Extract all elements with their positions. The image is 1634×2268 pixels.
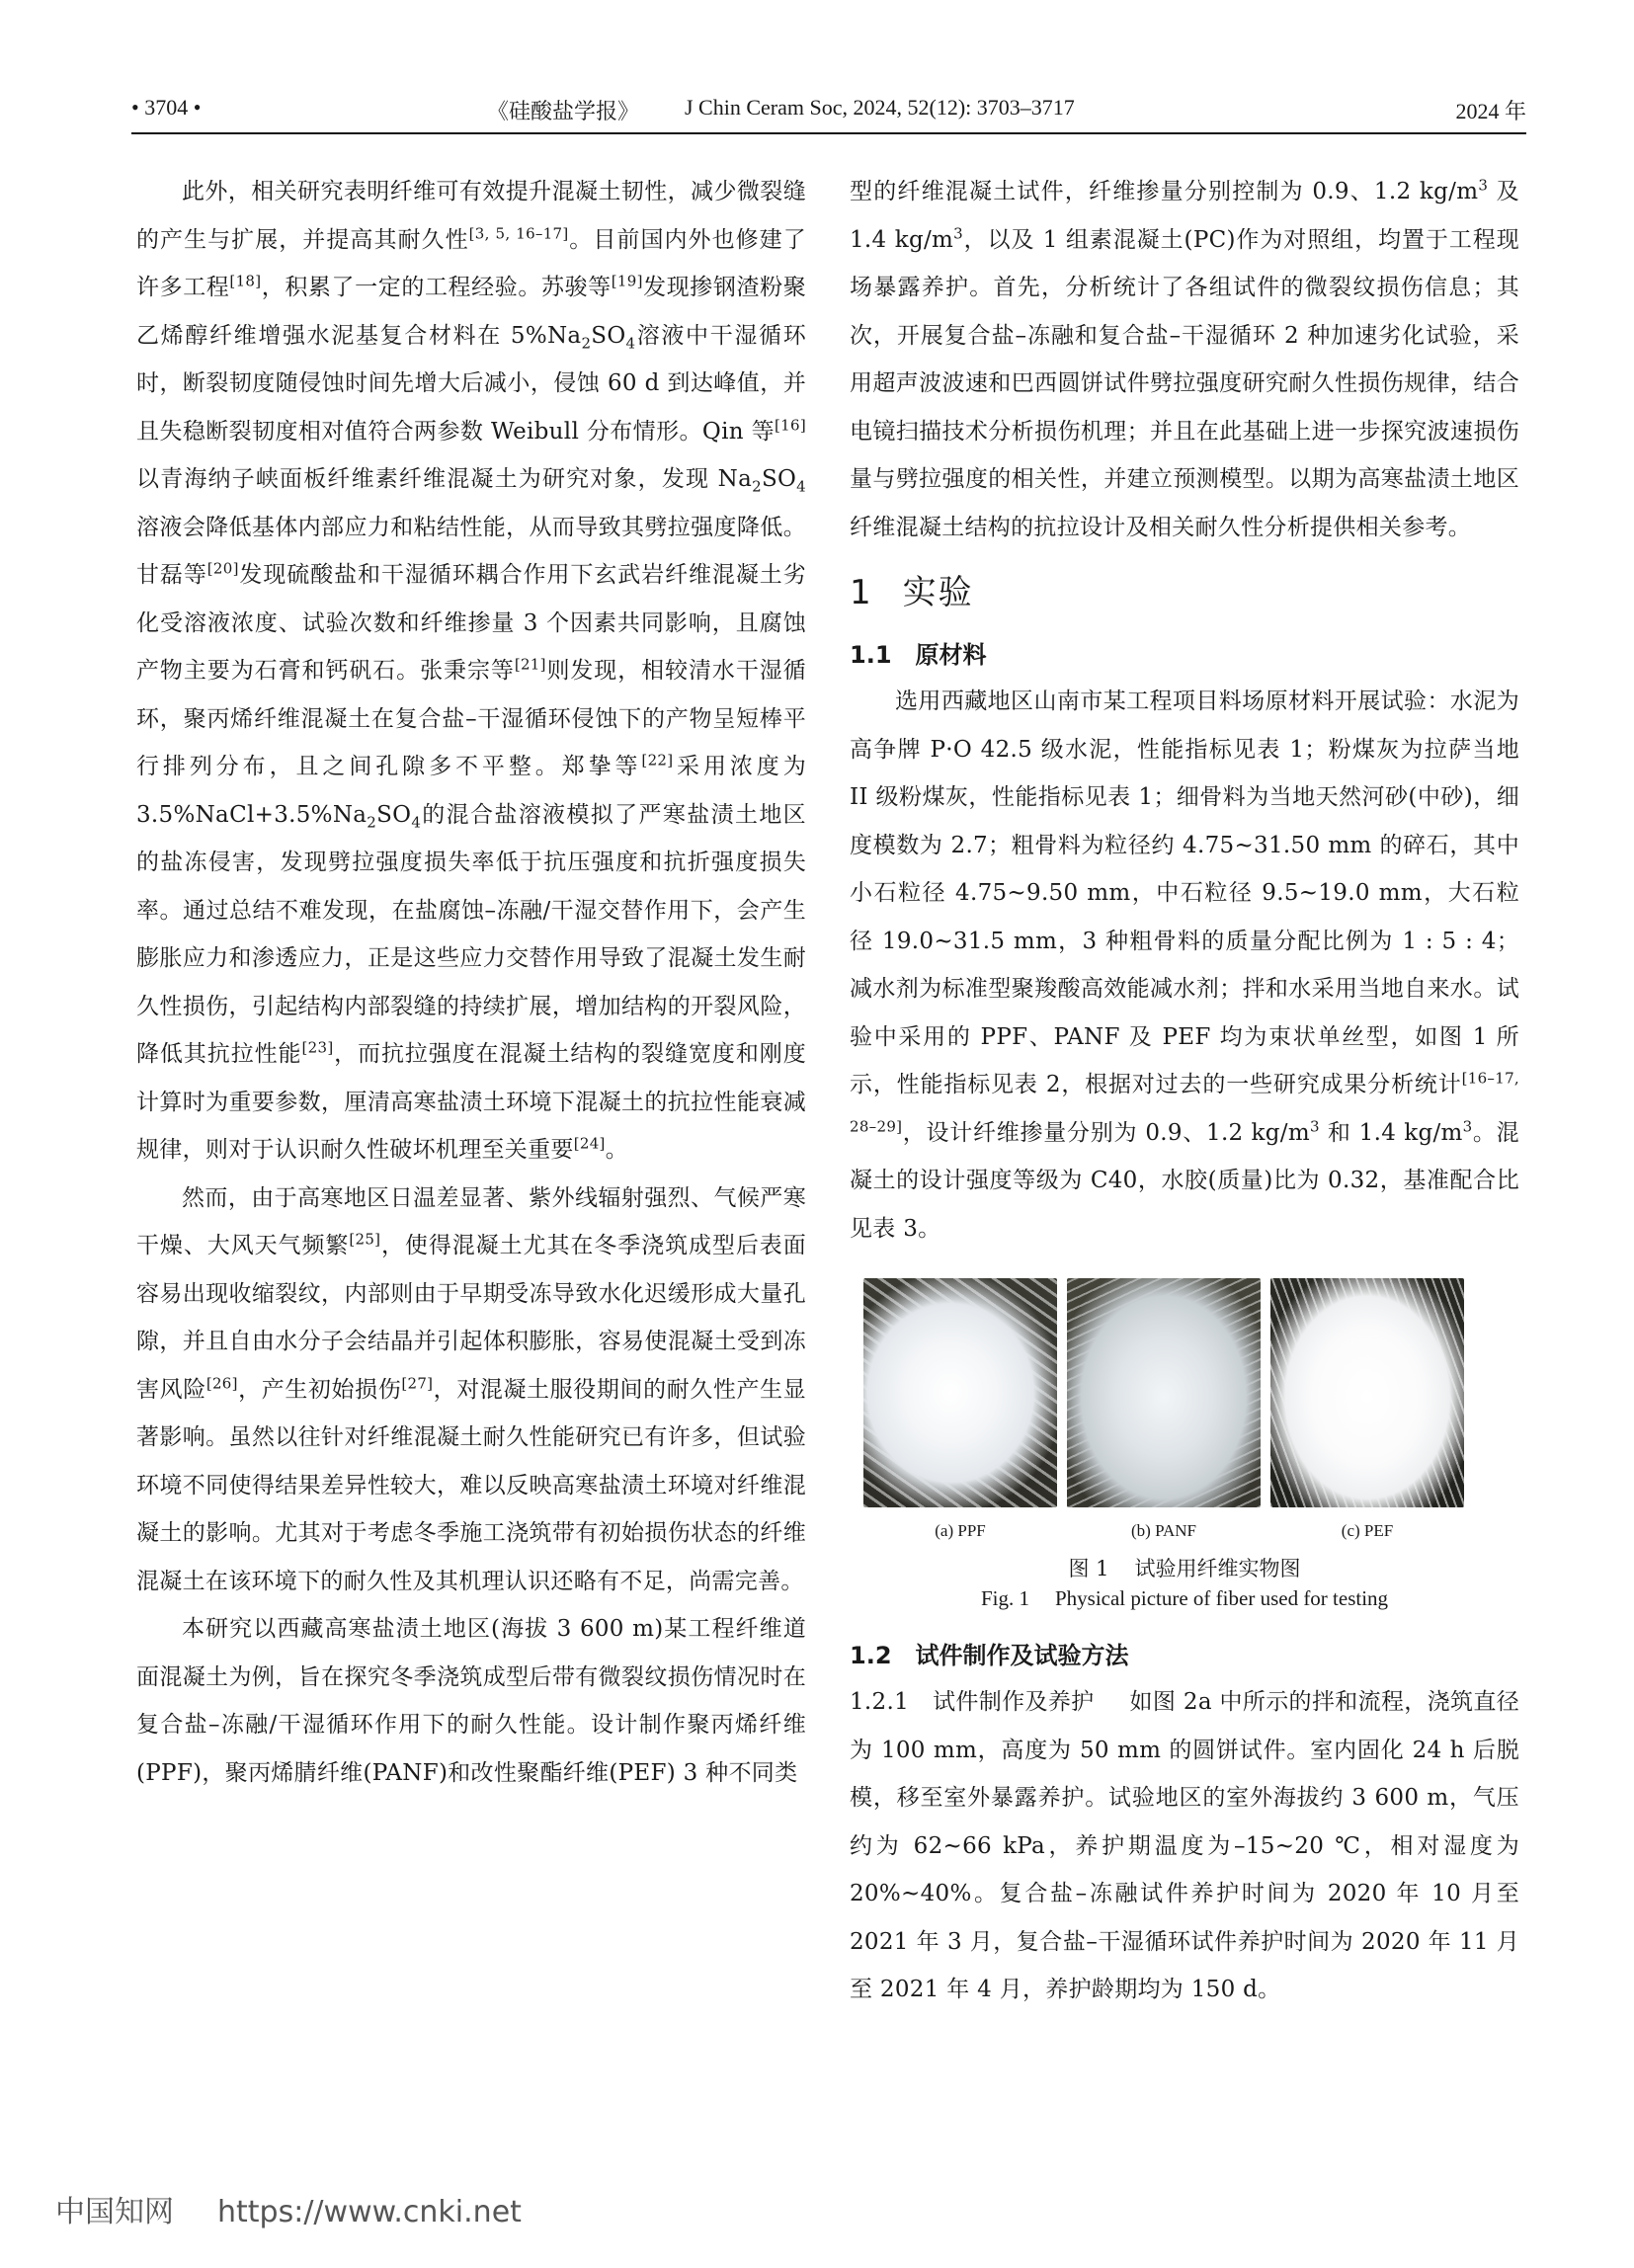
subcaption-pef: (c) PEF [1341, 1521, 1394, 1540]
citation[interactable]: [26] [205, 1373, 238, 1392]
paragraph-raw-materials: 选用西藏地区山南市某工程项目料场原材料开展试验：水泥为高争牌 P·O 42.5 级水泥，性能指标见表 1；粉煤灰为拉萨当地 II 级粉煤灰，性能指标见表 1；细骨料为当地天然河砂(中砂)，细度模数为 2.7；粗骨料为粒径约 4.75~31.50 mm 的碎石，其中小石粒径 4.75~9.50 mm，中石粒径 9.5~19.0 mm，大石粒径 19.0~31.5 mm，3 种粗骨料的质量分配比例为 1 : 5 : 4；减水剂为标准型聚羧酸高效能减水剂；拌和水采用当地自来水。试验中采用的 PPF、PANF 及 PEF 均为束状单丝型，如图 1 所示，性能指标见表 2，根据对过去的一些研究成果分析统计[16–17, 28–29]，设计纤维掺量分别为 0.9、1.2 $kg/m^3$ 和 1.4 $kg/m^3$。混凝土的设计强度等级为 C40，水胶(质量)比为 0.32，基准配合比见表 3。 [850, 688, 1519, 1242]
figure-1 [850, 1272, 1519, 1633]
paragraph-fiber-research: 此外，相关研究表明纤维可有效提升混凝土韧性，减少微裂缝的产生与扩展，并提高其耐久性[3, 5, 16–17]。目前国内外也修建了许多工程[18]，积累了一定的工程经验。苏骏等[19]发现掺钢渣粉聚乙烯醇纤维增强水泥基复合材料在 $5\%Na_2SO_4$溶液中干湿循环时，断裂韧度随侵蚀时间先增大后减小，侵蚀 60 d 到达峰值，并且失稳断裂韧度相对值符合两参数 Weibull 分布情形。Qin 等[16]以青海纳子峡面板纤维素纤维混凝土为研究对象，发现 $Na_2SO_4$ 溶液会降低基体内部应力和粘结性能，从而导致其劈拉强度降低。甘磊等[20]发现硫酸盐和干湿循环耦合作用下玄武岩纤维混凝土劣化受溶液浓度、试验次数和纤维掺量 3 个因素共同影响，且腐蚀产物主要为石膏和钙矾石。张秉宗等[21]则发现，相较清水干湿循环，聚丙烯纤维混凝土在复合盐–干湿循环侵蚀下的产物呈短棒平行排列分布，且之间孔隙多不平整。郑挚等[22]采用浓度为 $3.5\%NaCl+3.5\%Na_2SO_4$的混合盐溶液模拟了严寒盐渍土地区的盐冻侵害，发现劈拉强度损失率低于抗压强度和抗折强度损失率。通过总结不难发现，在盐腐蚀–冻融/干湿交替作用下，会产生膨胀应力和渗透应力，正是这些应力交替作用导致了混凝土发生耐久性损伤，引起结构内部裂缝的持续扩展，增加结构的开裂风险，降低其抗拉性能[23]，而抗拉强度在混凝土结构的裂缝宽度和刚度计算时为重要参数，厘清高寒盐渍土环境下混凝土的抗拉性能衰减规律，则对于认识耐久性破坏机理至关重要[24]。 [136, 179, 807, 1163]
left-column [136, 168, 806, 1797]
ppf-fiber-photo [863, 1278, 1057, 1507]
citation[interactable]: [22] [641, 751, 674, 770]
figure-caption-cn: 图 1 试验用纤维实物图 [1068, 1557, 1301, 1580]
publication-year: 2024 年 [1455, 99, 1526, 123]
citation[interactable]: [23] [301, 1038, 334, 1057]
subsection-heading-specimen-methods: 1.2 试件制作及试验方法 [850, 1642, 1129, 1669]
paragraph-specimen-curing: 1.2.1 试件制作及养护 如图 2a 中所示的拌和流程，浇筑直径为 100 mm，高度为 50 mm 的圆饼试件。室内固化 24 h 后脱模，移至室外暴露养护。试验地区的室外海拔约 3 600 m，气压约为 62~66 kPa，养护期温度为–15~20 ℃，相对湿度为 20%~40%。复合盐–冻融试件养护时间为 2020 年 10 月至 2021 年 3 月，复合盐–干湿循环试件养护时间为 2020 年 11 月至 2021 年 4 月，养护龄期均为 150 d。 [850, 1689, 1519, 2002]
citation[interactable]: [27] [401, 1373, 434, 1392]
panf-fiber-photo [1067, 1278, 1261, 1507]
right-column [850, 168, 1519, 2014]
citation[interactable]: [21] [514, 655, 546, 674]
citation[interactable]: [16] [775, 415, 806, 434]
running-header [131, 93, 1526, 134]
subcaption-ppf: (a) PPF [935, 1521, 986, 1540]
citation[interactable]: [19] [611, 272, 643, 290]
subcaption-panf: (b) PANF [1131, 1521, 1196, 1540]
pef-fiber-photo [1270, 1278, 1464, 1507]
cnki-watermark [55, 2187, 565, 2230]
citation[interactable]: [20] [206, 559, 239, 578]
citation[interactable]: [25] [349, 1230, 381, 1249]
page-number: • 3704 • [131, 95, 202, 120]
citation[interactable]: [3, 5, 16–17] [468, 223, 569, 242]
journal-title-cn: 《硅酸盐学报》 [487, 99, 640, 123]
citation[interactable]: [18] [229, 272, 262, 290]
cnki-url[interactable]: https://www.cnki.net [217, 2195, 522, 2229]
journal-citation: J Chin Ceram Soc, 2024, 52(12): 3703–3717 [685, 95, 1075, 120]
paragraph-study-aim: 本研究以西藏高寒盐渍土地区(海拔 3 600 m)某工程纤维道面混凝土为例，旨在探究冬季浇筑成型后带有微裂纹损伤情况时在复合盐–冻融/干湿循环作用下的耐久性能。设计制作聚丙烯纤维(PPF)，聚丙烯腈纤维(PANF)和改性聚酯纤维(PEF) 3 种不同类 [136, 1616, 806, 1786]
citation[interactable]: [16–17, 28–29] [850, 1069, 1519, 1135]
figure-caption-en: Fig. 1 Physical picture of fiber used for testing [980, 1586, 1389, 1610]
paragraph-study-design: 型的纤维混凝土试件，纤维掺量分别控制为 0.9、1.2 $kg/m^3$ 及 1.4 $kg/m^3$，以及 1 组素混凝土(PC)作为对照组，均置于工程现场暴露养护。首先，分析统计了各组试件的微裂纹损伤信息；其次，开展复合盐–冻融和复合盐–干湿循环 2 种加速劣化试验，采用超声波波速和巴西圆饼试件劈拉强度研究耐久性损伤规律，结合电镜扫描技术分析损伤机理；并且在此基础上进一步探究波速损伤量与劈拉强度的相关性，并建立预测模型。以期为高寒盐渍土地区纤维混凝土结构的抗拉设计及相关耐久性分析提供相关参考。 [850, 176, 1519, 540]
section-heading-experiment: 1 实验 [850, 573, 974, 612]
citation[interactable]: [24] [573, 1134, 606, 1153]
cnki-site-name: 中国知网 [55, 2195, 174, 2229]
paragraph-high-cold-region: 然而，由于高寒地区日温差显著、紫外线辐射强烈、气候严寒干燥、大风天气频繁[25]，使得混凝土尤其在冬季浇筑成型后表面容易出现收缩裂纹，内部则由于早期受冻导致水化迟缓形成大量孔隙，并且自由水分子会结晶并引起体积膨胀，容易使混凝土受到冻害风险[26]，产生初始损伤[27]，对混凝土服役期间的耐久性产生显著影响。虽然以往针对纤维混凝土耐久性能研究已有许多，但试验环境不同使得结果差异性较大，难以反映高寒盐渍土环境对纤维混凝土的影响。尤其对于考虑冬季施工浇筑带有初始损伤状态的纤维混凝土在该环境下的耐久性及其机理认识还略有不足，尚需完善。 [136, 1184, 807, 1594]
subsection-heading-raw-materials: 1.1 原材料 [850, 641, 987, 669]
